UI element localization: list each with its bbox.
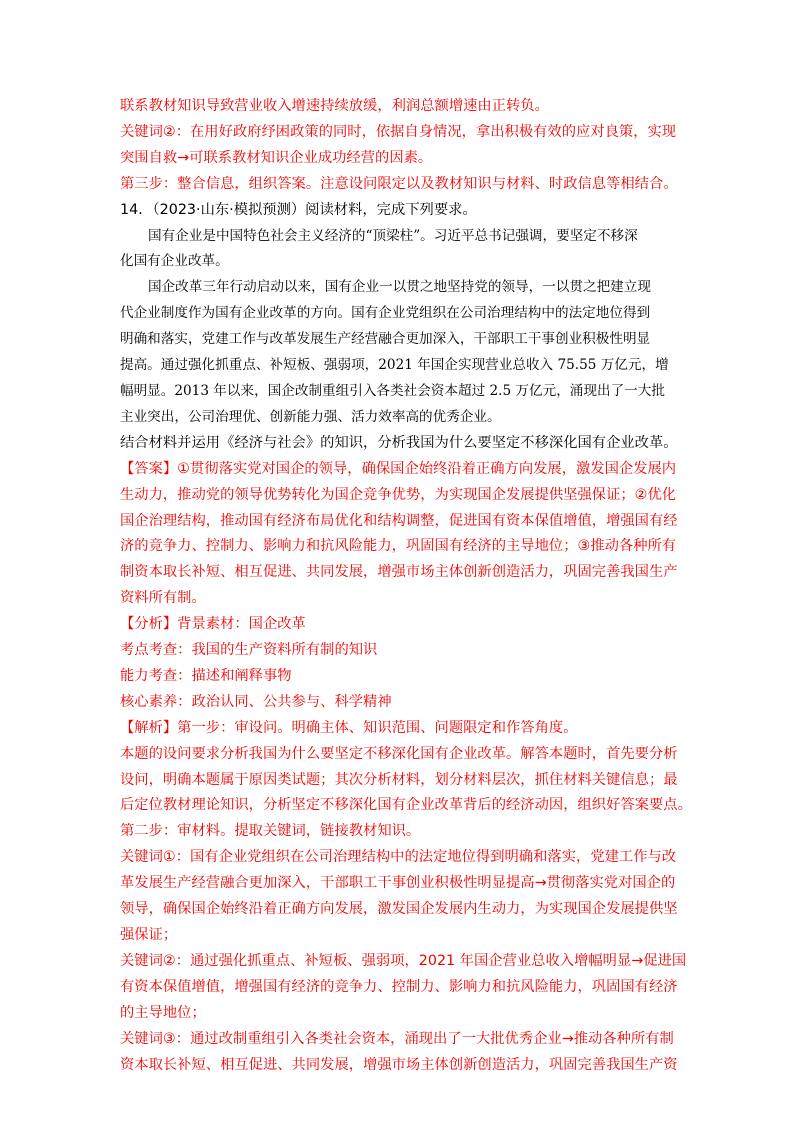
explanation-line: 关键词②：通过强化抓重点、补短板、强弱项，2021 年国企营业总收入增幅明显→促进国	[120, 952, 687, 969]
answer-line: 制资本取长补短、相互促进、共同发展，增强市场主体创新创造活力，巩固完善我国生产	[120, 564, 678, 581]
explanation-line: 关键词①：国有企业党组织在公司治理结构中的法定地位得到明确和落实，党建工作与改	[120, 849, 677, 866]
analysis-line: 【分析】背景素材：国企改革	[120, 616, 306, 633]
analysis-line: 考点考查：我国的生产资料所有制的知识	[120, 642, 378, 659]
answer-line: 【答案】①贯彻落实党对国企的领导，确保国企始终沿着正确方向发展，激发国企发展内	[120, 460, 677, 477]
explanation-line: 【解析】第一步：审设问。明确主体、知识范围、问题限定和作答角度。	[120, 719, 578, 736]
explanation-line: 设问，明确本题属于原因类试题；其次分析材料，划分材料层次，抓住材料关键信息；最	[120, 771, 678, 788]
answer-line: 资料所有制。	[120, 590, 206, 607]
material-line: 幅明显。2013 年以来，国企改制重组引入各类社会资本超过 2.5 万亿元，涌现出了一大批	[120, 382, 665, 399]
material-line: 明确和落实，党建工作与改革发展生产经营融合更加深入，干部职工干事创业积极性明显	[120, 331, 651, 348]
text-line: 关键词②：在用好政府纾困政策的同时，依据自身情况，拿出积极有效的应对良策，实现	[120, 123, 677, 140]
material-line: 化国有企业改革。	[120, 253, 229, 270]
material-line: 主业突出，公司治理优、创新能力强、活力效率高的优秀企业。	[120, 408, 501, 425]
explanation-line: 关键词③：通过改制重组引入各类社会资本，涌现出了一大批优秀企业→推动各种所有制	[120, 1030, 674, 1047]
explanation-line: 的主导地位；	[120, 1004, 206, 1021]
question-header: 14．（2023·山东·模拟预测）阅读材料，完成下列要求。	[120, 201, 477, 218]
explanation-line: 领导，确保国企始终沿着正确方向发展，激发国企发展内生动力，为实现国企发展提供坚	[120, 901, 678, 918]
material-line: 代企业制度作为国有企业改革的方向。国有企业党组织在公司治理结构中的法定地位得到	[120, 305, 651, 322]
question-section	[120, 198, 683, 457]
answer-line: 济的竞争力、控制力、影响力和抗风险能力，巩固国有经济的主导地位；③推动各种所有	[120, 538, 677, 555]
explanation-line: 后定位教材理论知识，分析坚定不移深化国有企业改革背后的经济动因，组织好答案要点。	[120, 797, 692, 814]
explanation-line: 革发展生产经营融合更加深入，干部职工干事创业积极性明显提高→贯彻落实党对国企的	[120, 875, 676, 892]
analysis-line: 能力考查：描述和阐释事物	[120, 667, 292, 684]
answer-line: 生动力，推动党的领导优势转化为国企竞争优势，为实现国企发展提供坚强保证；②优化	[120, 486, 677, 503]
answer-section	[120, 457, 683, 612]
text-line: 联系教材知识导致营业收入增速持续放缓，利润总额增速由正转负。	[120, 98, 549, 114]
explanation-line: 有资本保值增值，增强国有经济的竞争力、控制力、影响力和抗风险能力，巩固国有经济	[120, 978, 678, 995]
explanation-line: 第二步：审材料。提取关键词，链接教材知识。	[120, 823, 421, 840]
question-prompt: 结合材料并运用《经济与社会》的知识，分析我国为什么要坚定不移深化国有企业改革。	[120, 434, 678, 451]
material-line: 提高。通过强化抓重点、补短板、强弱项，2021 年国企实现营业总收入 75.55 万亿元，增	[120, 357, 669, 374]
explanation-section	[120, 716, 692, 1079]
intro-section	[120, 94, 683, 198]
text-line: 突围自救→可联系教材知识企业成功经营的因素。	[120, 149, 433, 166]
material-line: 国有企业是中国特色社会主义经济的“顶梁柱”。习近平总书记强调，要坚定不移深	[148, 227, 638, 244]
explanation-line: 本题的设问要求分析我国为什么要坚定不移深化国有企业改革。解答本题时，首先要分析	[120, 745, 678, 762]
page-content	[120, 94, 692, 1078]
text-line: 第三步：整合信息，组织答案。注意设问限定以及教材知识与材料、时政信息等相结合。	[120, 175, 678, 192]
answer-line: 国企治理结构，推动国有经济布局优化和结构调整，促进国有资本保值增值，增强国有经	[120, 512, 678, 529]
analysis-line: 核心素养：政治认同、公共参与、科学精神	[120, 693, 392, 710]
analysis-section	[120, 612, 683, 716]
explanation-line: 强保证；	[120, 927, 178, 943]
explanation-line: 资本取长补短、相互促进、共同发展，增强市场主体创新创造活力，巩固完善我国生产资	[120, 1056, 678, 1073]
material-line: 国企改革三年行动启动以来，国有企业一以贯之地坚持党的领导，一以贯之把建立现	[148, 279, 651, 296]
